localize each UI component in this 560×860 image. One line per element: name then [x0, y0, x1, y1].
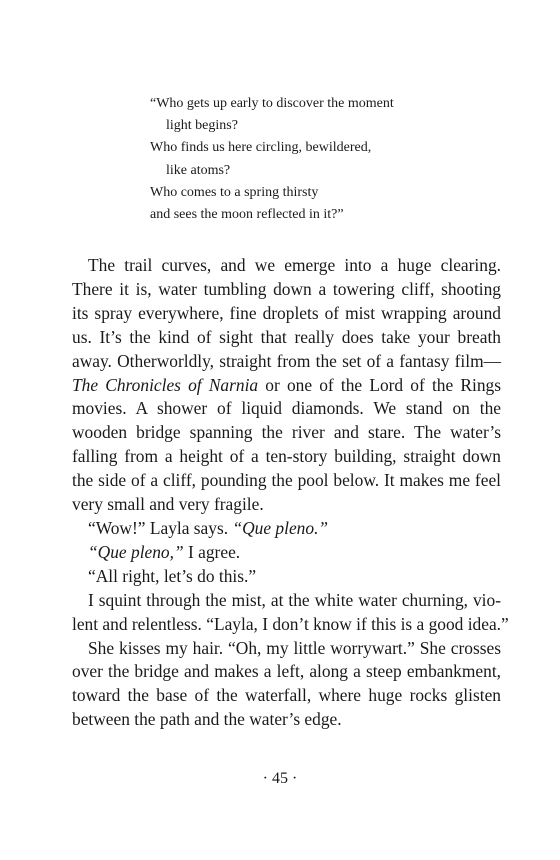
text-line — [72, 517, 501, 541]
text-line: The trail curves, and we emerge into a huge clearing. — [88, 255, 501, 275]
paragraph — [72, 589, 509, 637]
text-line: She kisses my hair. “Oh, my little worrywart.” She crosses — [88, 637, 501, 658]
text-line: away. Otherworldly, straight from the set of a fantasy film— — [72, 350, 501, 371]
text-line: “All right, let’s do this.” — [88, 565, 257, 586]
spanish-phrase: “Que pleno,” — [88, 541, 184, 562]
text-line: There it is, water tumbling down a towering cliff, shooting — [72, 278, 501, 299]
paragraph — [72, 565, 501, 589]
paragraph — [72, 541, 501, 565]
poem-line: Who finds us here circling, bewildered, — [150, 140, 372, 156]
poem-line: light begins? — [166, 118, 238, 134]
poem-line: and sees the moon reflected in it?” — [150, 207, 344, 223]
poem-line: Who comes to a spring thirsty — [150, 184, 319, 200]
book-title: The Chronicles of Narnia — [72, 374, 259, 395]
page-number: · 45 · — [262, 770, 298, 787]
text-line: the side of a cliff, pounding the pool below. It makes me feel — [72, 470, 501, 491]
text-line — [72, 541, 501, 565]
text-run: “Wow!” Layla says. — [88, 517, 233, 538]
text-run: or one of the Lord of the Rings — [258, 374, 501, 395]
paragraph — [72, 254, 501, 517]
paragraph — [72, 517, 501, 541]
body-text — [72, 254, 509, 732]
poem-line: like atoms? — [166, 162, 231, 178]
spanish-phrase: “Que pleno.” — [232, 517, 329, 538]
epigraph-poem — [150, 93, 490, 226]
text-line — [72, 374, 501, 398]
text-line: us. It’s the kind of sight that really does take your breath — [72, 326, 501, 347]
text-line: lent and relentless. “Layla, I don’t know if this is a good idea.” — [72, 613, 509, 634]
text-line: falling from a height of a ten-story building, straight down — [72, 446, 501, 467]
text-line: very small and very fragile. — [72, 494, 264, 515]
text-line: I squint through the mist, at the white water churning, vio- — [88, 589, 501, 610]
text-line: between the path and the water’s edge. — [72, 709, 342, 730]
text-line: over the bridge and makes a left, along a steep embankment, — [72, 661, 501, 682]
poem-line: “Who gets up early to discover the moment — [150, 96, 394, 111]
text-line: its spray everywhere, fine droplets of mist wrapping around — [72, 302, 501, 323]
text-line: wooden bridge spanning the river and stare. The water’s — [72, 422, 501, 443]
text-line: movies. A shower of liquid diamonds. We stand on the — [72, 398, 501, 419]
text-run: I agree. — [183, 541, 241, 562]
text-line: toward the base of the waterfall, where huge rocks glisten — [72, 685, 501, 706]
paragraph — [72, 637, 501, 733]
